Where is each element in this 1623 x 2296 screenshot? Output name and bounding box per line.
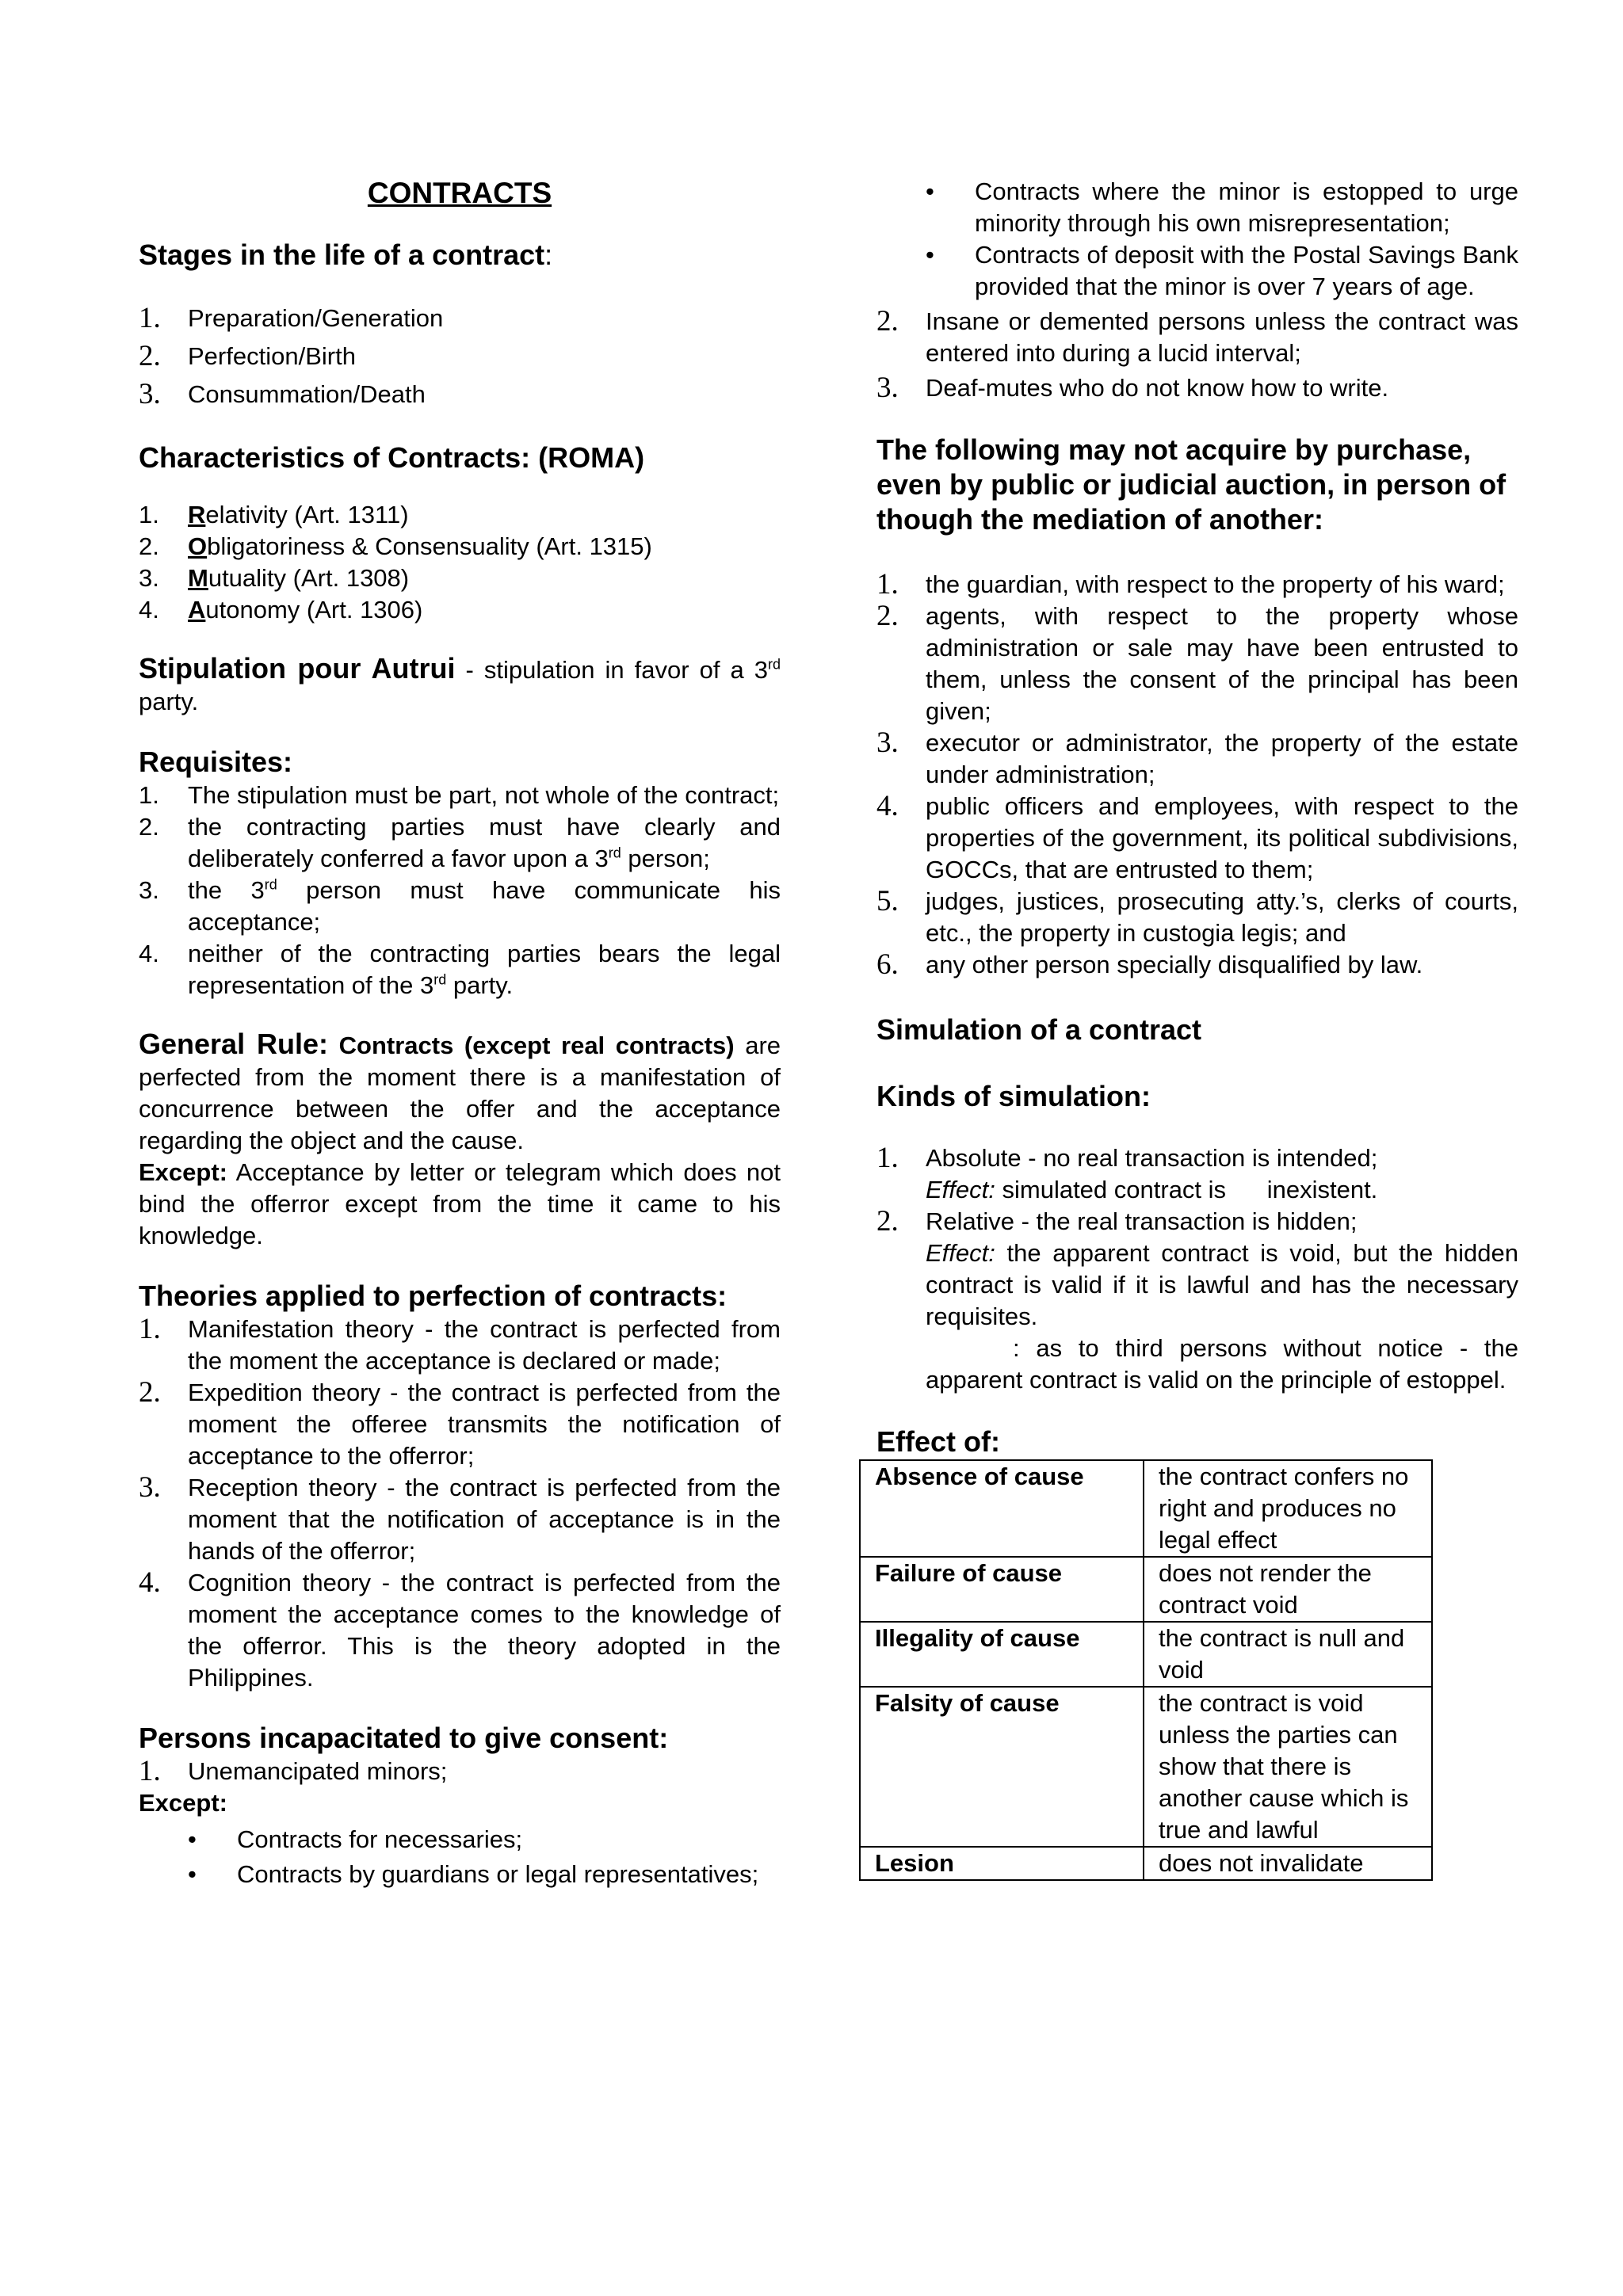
list-item: 1. Preparation/Generation [139, 302, 444, 334]
left-column [139, 176, 781, 1892]
table-row [860, 1687, 1432, 1847]
list-item: 4. Autonomy (Art. 1306) [139, 596, 423, 624]
table-cell-value: the contract is null and void [1144, 1622, 1432, 1687]
requisites-heading: Requisites: [139, 746, 293, 778]
list-item: 4. public officers and employees, with respect to the properties of the government, its political subdivisions, GOCCs, that are entrusted to them; [876, 790, 1518, 883]
list-item: 2. Obligatoriness & Consensuality (Art. 1315) [139, 532, 652, 560]
list-item: 1. The stipulation must be part, not whole of the contract; [139, 781, 780, 809]
effect-table [859, 1459, 1433, 1881]
general-rule-paragraph: General Rule: Contracts (except real contracts) are perfected from the moment there is a manifestation of concurrence between the offer and the acceptance regarding the object and the cause. [139, 1028, 781, 1154]
table-cell-value: does not invalidate [1144, 1847, 1432, 1880]
list-item: 2. Insane or demented persons unless the contract was entered into during a lucid interval; [876, 305, 1518, 367]
list-item: 3. Mutuality (Art. 1308) [139, 564, 410, 592]
list-item: 4. Cognition theory - the contract is perfected from the moment the acceptance comes to the knowledge of the offerror. This is the theory adopted in the Philippines. [139, 1566, 781, 1691]
list-item: 1. Unemancipated minors; [139, 1755, 448, 1787]
table-cell-key: Absence of cause [860, 1460, 1144, 1557]
incapacitated-heading: Persons incapacitated to give consent: [139, 1722, 669, 1754]
list-item: 1. Manifestation theory - the contract is perfected from the moment the acceptance is declared or made; [139, 1313, 781, 1375]
incapacitated-except-label: Except: [139, 1789, 227, 1817]
list-item: 2. the contracting parties must have clearly and deliberately conferred a favor upon a 3rd person; [139, 813, 781, 872]
exceptions-list [139, 1822, 781, 1892]
effect-heading: Effect of: [876, 1425, 1000, 1458]
kinds-heading: Kinds of simulation: [876, 1080, 1151, 1112]
list-item: 3. Reception theory - the contract is perfected from the moment that the notification of acceptance is in the hands of the offerror; [139, 1471, 781, 1565]
table-cell-key: Failure of cause [860, 1557, 1144, 1622]
stages-heading: Stages in the life of a contract: [139, 238, 553, 271]
table-cell-key: Lesion [860, 1847, 1144, 1880]
list-item: 2. Perfection/Birth [139, 340, 356, 372]
table-cell-key: Falsity of cause [860, 1687, 1144, 1847]
requisites-list [139, 780, 781, 1001]
list-item: 3. executor or administrator, the property of the estate under administration; [876, 727, 1518, 788]
list-item: 2. Relative - the real transaction is hidden; Effect: the apparent contract is void, but the hidden contract is valid if it is lawful and has the necessary requisites. : as to third persons without notice - the apparent contract is valid on the principle of estoppel. [876, 1205, 1518, 1394]
stages-list [139, 299, 781, 414]
characteristics-list [139, 499, 781, 626]
list-item: 3. Consummation/Death [139, 378, 426, 410]
exceptions-list-continued [876, 176, 1518, 303]
list-item: 2. Expedition theory - the contract is perfected from the moment the offeree transmits the notification of acceptance to the offerror; [139, 1376, 781, 1470]
list-item: 2. agents, with respect to the property whose administration or sale may have been entrusted to them, unless the consent of the principal has been given; [876, 600, 1518, 725]
list-item: 3. the 3rd person must have communicate his acceptance; [139, 876, 781, 936]
theories-heading: Theories applied to perfection of contracts: [139, 1280, 727, 1312]
list-item: • Contracts for necessaries; [139, 1822, 781, 1857]
purchase-heading: The following may not acquire by purchase, even by public or judicial auction, in person of though the mediation of another: [876, 433, 1507, 536]
general-rule-exception: Except: Acceptance by letter or telegram which does not bind the offerror except from the time it came to his knowledge. [139, 1158, 781, 1249]
theories-list [139, 1314, 781, 1694]
list-item: 6. any other person specially disqualified by law. [876, 948, 1423, 981]
simulation-heading: Simulation of a contract [876, 1013, 1202, 1046]
list-item: • Contracts of deposit with the Postal Savings Bank provided that the minor is over 7 years of age. [876, 239, 1518, 303]
page-title: CONTRACTS [367, 177, 552, 209]
list-item: • Contracts by guardians or legal representatives; [139, 1857, 781, 1892]
list-item: 5. judges, justices, prosecuting atty.’s, clerks of courts, etc., the property in custogia legis; and [876, 885, 1518, 947]
list-item: 1. Absolute - no real transaction is intended; Effect: simulated contract is inexistent. [876, 1142, 1378, 1203]
table-row [860, 1622, 1432, 1687]
table-row [860, 1847, 1432, 1880]
table-cell-value: the contract confers no right and produces no legal effect [1144, 1460, 1432, 1557]
table-cell-key: Illegality of cause [860, 1622, 1144, 1687]
list-item: 1. the guardian, with respect to the property of his ward; [876, 568, 1505, 601]
list-item: 4. neither of the contracting parties bears the legal representation of the 3rd party. [139, 940, 781, 999]
characteristics-heading: Characteristics of Contracts: (ROMA) [139, 441, 645, 474]
incapacitated-list [139, 1756, 781, 1787]
list-item: 3. Deaf-mutes who do not know how to write. [876, 372, 1389, 404]
incapacitated-list-continued [876, 306, 1518, 404]
simulation-list [876, 1142, 1518, 1396]
table-row [860, 1557, 1432, 1622]
list-item: • Contracts where the minor is estopped to urge minority through his own misrepresentation; [876, 176, 1518, 239]
table-row [860, 1460, 1432, 1557]
list-item: 1. Relativity (Art. 1311) [139, 501, 409, 528]
purchase-list [876, 569, 1518, 981]
right-column [876, 176, 1518, 1881]
stipulation-paragraph: Stipulation pour Autrui - stipulation in favor of a 3rd party. [139, 652, 781, 715]
table-cell-value: the contract is void unless the parties can show that there is another cause which is true and lawful [1144, 1687, 1432, 1847]
table-cell-value: does not render the contract void [1144, 1557, 1432, 1622]
